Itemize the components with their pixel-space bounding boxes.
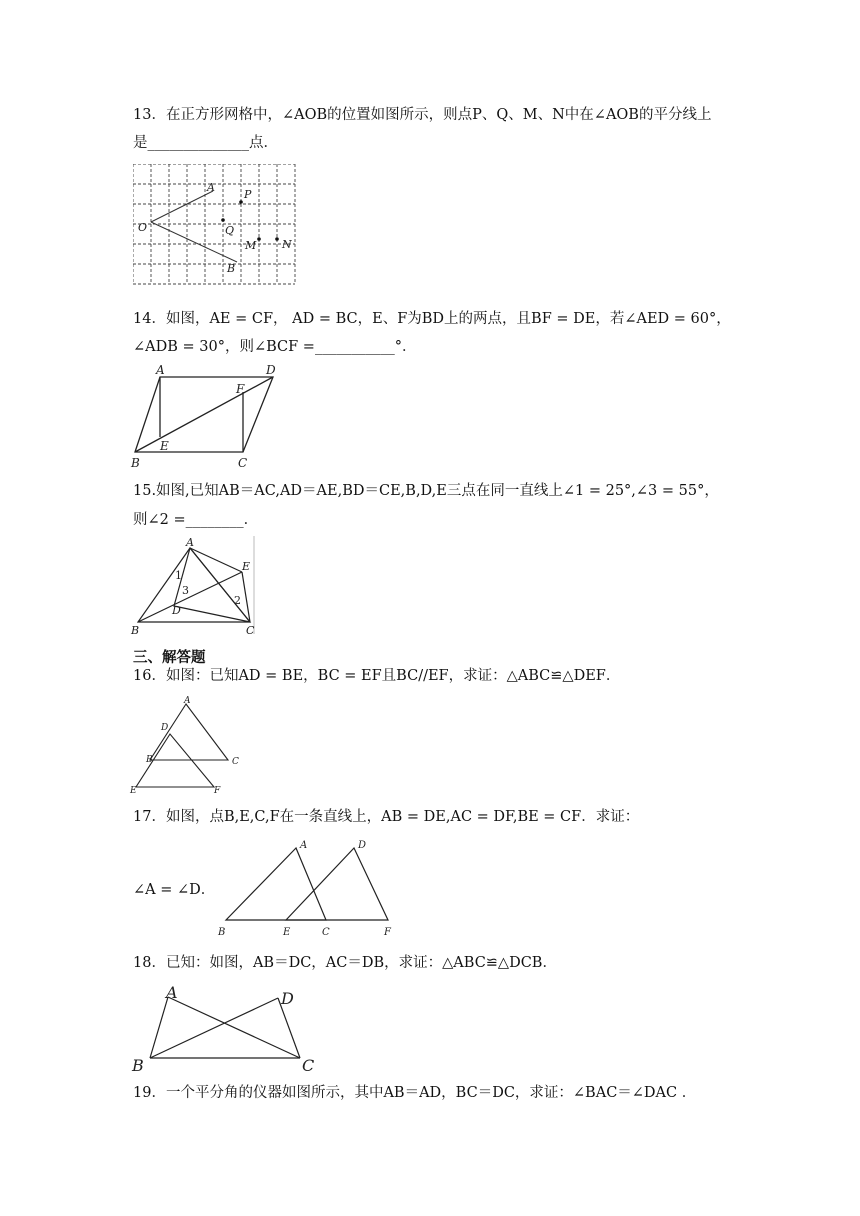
q16-label-f: F — [214, 786, 221, 796]
q14-text-line2: ∠ADB = 30°，则∠BCF =___________°． — [133, 339, 417, 355]
q17-text-line1: 17．如图，点B,E,C,F在一条直线上，AB = DE,AC = DF,BE = CF．求证： — [133, 809, 640, 825]
q13-label-q: Q — [225, 224, 235, 237]
q13-label-b: B — [227, 262, 236, 275]
q18-label-d: D — [281, 989, 294, 1008]
q14-label-d: D — [266, 363, 276, 377]
q13-label-m: M — [245, 239, 257, 252]
q13-grid-figure — [133, 164, 299, 288]
q15-label-1: 1 — [175, 569, 182, 582]
q15-label-b: B — [131, 624, 140, 637]
q14-figure — [130, 362, 290, 472]
q18-text-line1: 18．已知：如图，AB＝DC，AC＝DB，求证：△ABC≌△DCB． — [133, 955, 557, 971]
q17-text-line2: ∠A = ∠D． — [133, 882, 216, 898]
q17-label-a: A — [300, 840, 308, 851]
q14-label-b: B — [131, 456, 140, 470]
q14-label-e: E — [160, 439, 169, 453]
q18-label-b: B — [132, 1056, 144, 1074]
q13-label-n: N — [282, 238, 292, 251]
q15-label-2: 2 — [234, 594, 241, 607]
q17-figure — [214, 836, 404, 940]
q18-label-c: C — [302, 1056, 315, 1074]
q17-label-f: F — [384, 927, 391, 938]
q17-label-e: E — [283, 927, 291, 938]
q15-text-line2: 则∠2 =________． — [133, 512, 259, 528]
q15-label-c: C — [246, 624, 255, 637]
q16-label-d: D — [161, 723, 169, 733]
q15-text-line1: 15.如图,已知AB＝AC,AD＝AE,BD＝CE,B,D,E三点在同一直线上∠1 = 25°,∠3 = 55°， — [133, 483, 719, 499]
q16-figure — [128, 694, 248, 798]
q16-label-c: C — [232, 757, 239, 767]
q15-figure — [130, 536, 260, 638]
q16-label-a: A — [184, 696, 191, 706]
q13-label-a: A — [207, 181, 215, 194]
q13-text-line2: 是______________点． — [133, 135, 278, 151]
q14-label-f: F — [236, 382, 245, 396]
q14-label-c: C — [238, 456, 248, 470]
q14-text-line1: 14．如图，AE = CF， AD = BC，E、F为BD上的两点，且BF = DE，若∠AED = 60°， — [133, 311, 731, 327]
q13-text-line1: 13．在正方形网格中，∠AOB的位置如图所示，则点P、Q、M、N中在∠AOB的平分线上 — [133, 107, 712, 123]
section-heading: 三、解答题 — [133, 650, 206, 666]
q13-label-o: O — [138, 221, 148, 234]
q15-label-e: E — [242, 560, 251, 573]
q17-label-d: D — [358, 840, 367, 851]
q15-label-a: A — [186, 536, 194, 549]
q19-text-line1: 19．一个平分角的仪器如图所示，其中AB＝AD，BC＝DC，求证：∠BAC＝∠DAC ． — [133, 1085, 697, 1101]
q16-label-e: E — [130, 786, 137, 796]
q16-label-b: B — [146, 755, 153, 765]
q18-label-a: A — [166, 983, 178, 1002]
q17-label-b: B — [218, 927, 226, 938]
q17-label-c: C — [322, 927, 330, 938]
q18-figure — [130, 982, 320, 1074]
q13-label-p: P — [244, 188, 252, 201]
q16-text-line1: 16．如图：已知AD = BE，BC = EF且BC//EF，求证：△ABC≌△DEF． — [133, 668, 621, 684]
q15-label-3: 3 — [182, 584, 189, 597]
q14-label-a: A — [156, 363, 165, 377]
q15-label-d: D — [172, 604, 181, 617]
